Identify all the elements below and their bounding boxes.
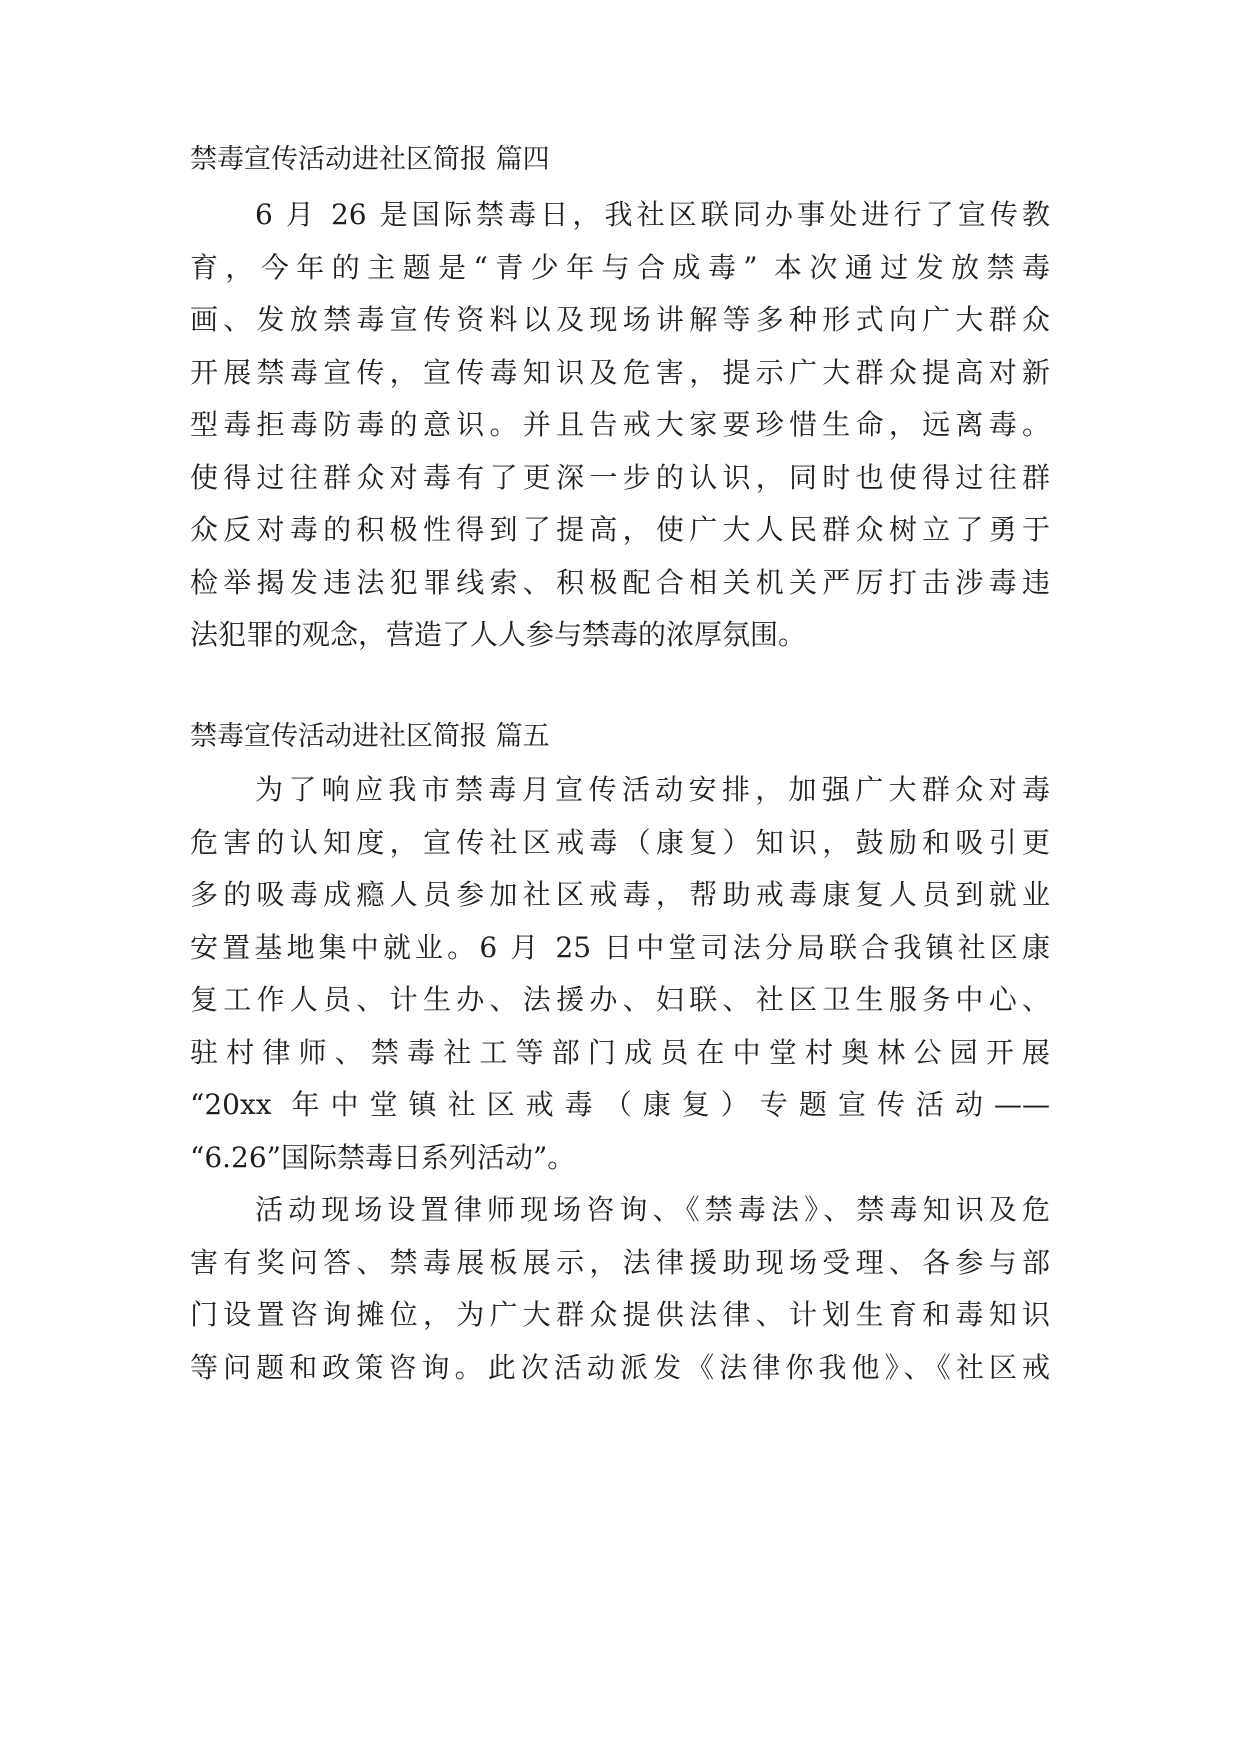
- paragraph-line: 多的吸毒成瘾人员参加社区戒毒，帮助戒毒康复人员到就业: [190, 878, 1050, 911]
- paragraph-line: “20xx 年中堂镇社区戒毒（康复）专题宣传活动——: [190, 1088, 1050, 1121]
- paragraph-line: 安置基地集中就业。6 月 25 日中堂司法分局联合我镇社区康: [190, 930, 1050, 964]
- paragraph-line: 画、发放禁毒宣传资料以及现场讲解等多种形式向广大群众: [190, 303, 1050, 336]
- paragraph-line: 使得过往群众对毒有了更深一步的认识，同时也使得过往群: [190, 460, 1050, 494]
- section-heading: 禁毒宣传活动进社区简报 篇五: [190, 721, 550, 752]
- paragraph-line: 等问题和政策咨询。此次活动派发《法律你我他》、《社区戒: [190, 1350, 1050, 1384]
- paragraph-line: 6 月 26 是国际禁毒日，我社区联同办事处进行了宣传教: [255, 198, 1050, 231]
- section-heading: 禁毒宣传活动进社区简报 篇四: [190, 144, 550, 175]
- paragraph-line: “6.26”国际禁毒日系列活动”。: [190, 1140, 576, 1174]
- paragraph-line: 检举揭发违法犯罪线索、积极配合相关机关严厉打击涉毒违: [190, 565, 1050, 599]
- paragraph-line: 门设置咨询摊位，为广大群众提供法律、计划生育和毒知识: [190, 1298, 1050, 1331]
- paragraph-line: 驻村律师、禁毒社工等部门成员在中堂村奥林公园开展: [190, 1035, 1050, 1069]
- paragraph-line: 型毒拒毒防毒的意识。并且告戒大家要珍惜生命，远离毒。: [190, 408, 1050, 441]
- paragraph-line: 法犯罪的观念，营造了人人参与禁毒的浓厚氛围。: [190, 618, 807, 651]
- paragraph-line: 害有奖问答、禁毒展板展示，法律援助现场受理、各参与部: [190, 1245, 1050, 1279]
- paragraph-line: 众反对毒的积极性得到了提高，使广大人民群众树立了勇于: [190, 513, 1050, 546]
- paragraph-line: 危害的认知度，宣传社区戒毒（康复）知识，鼓励和吸引更: [190, 825, 1050, 859]
- paragraph-line: 为了响应我市禁毒月宣传活动安排，加强广大群众对毒: [255, 773, 1050, 806]
- paragraph-line: 活动现场设置律师现场咨询、《禁毒法》、禁毒知识及危: [255, 1193, 1050, 1226]
- paragraph-line: 育，今年的主题是“青少年与合成毒” 本次通过发放禁毒: [190, 250, 1050, 284]
- paragraph-line: 复工作人员、计生办、法援办、妇联、社区卫生服务中心、: [190, 983, 1050, 1016]
- paragraph-line: 开展禁毒宣传，宣传毒知识及危害，提示广大群众提高对新: [190, 355, 1050, 389]
